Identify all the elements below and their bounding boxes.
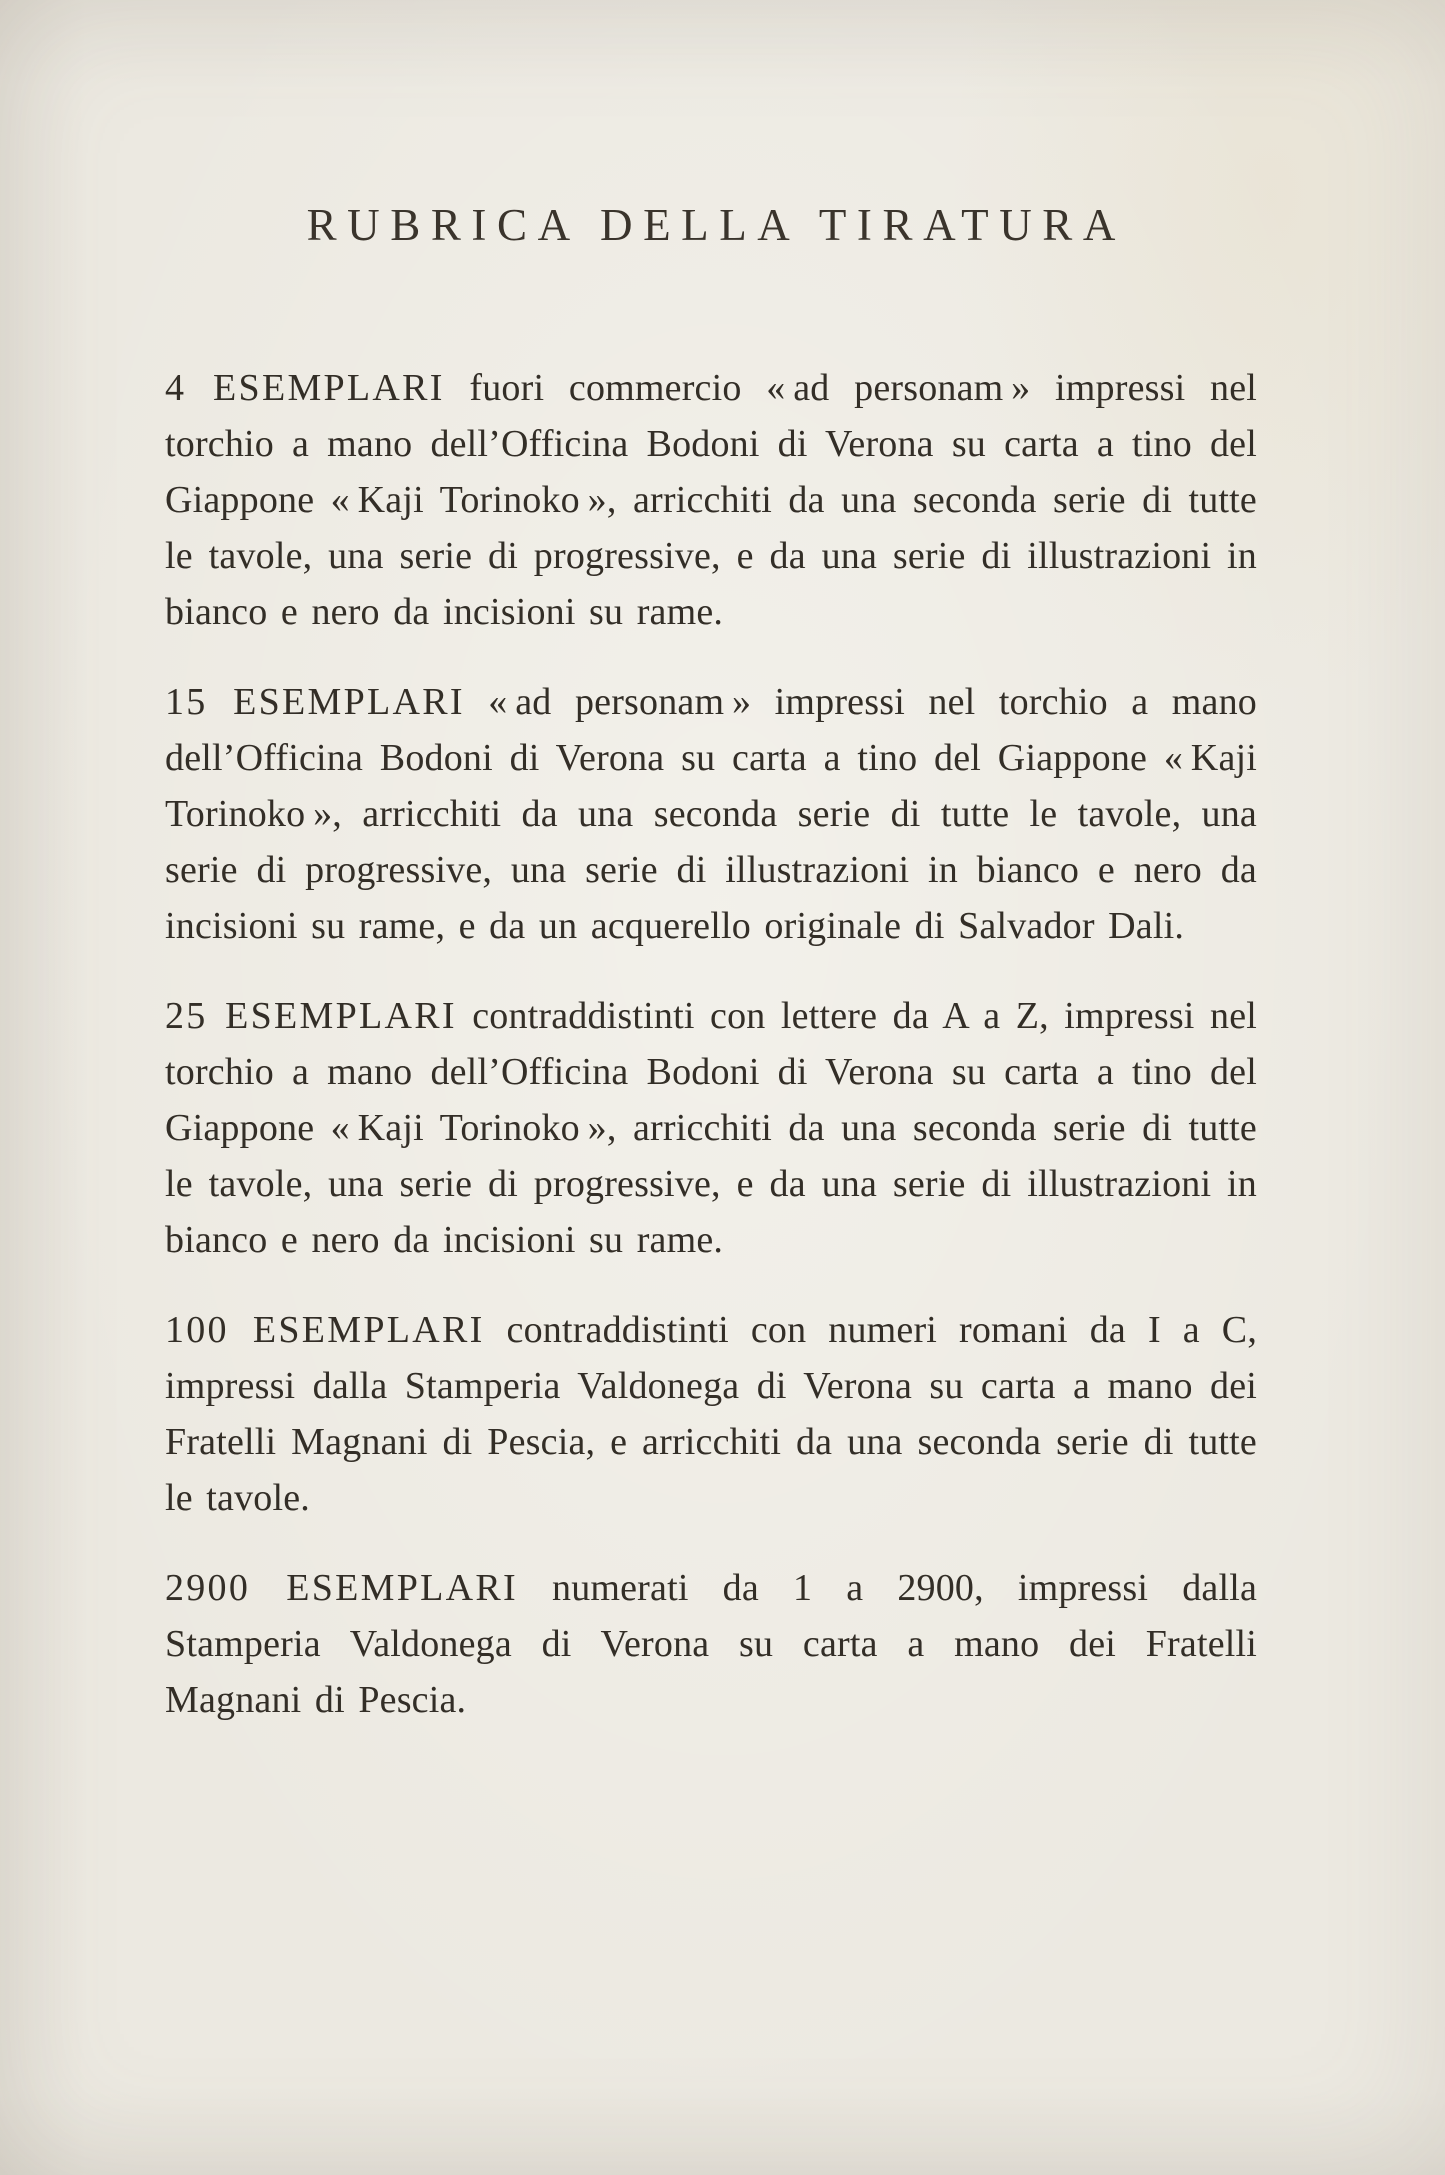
edition-count-lead: 100 ESEMPLARI bbox=[165, 1309, 485, 1351]
edition-count-lead: 25 ESEMPLARI bbox=[165, 995, 457, 1037]
colophon-paragraph-15-esemplari bbox=[165, 674, 1257, 954]
edition-count-lead: 2900 ESEMPLARI bbox=[165, 1567, 518, 1609]
colophon-paragraph-2900-esemplari bbox=[165, 1560, 1257, 1728]
edition-count-lead: 15 ESEMPLARI bbox=[165, 681, 465, 723]
colophon-paragraph-100-esemplari bbox=[165, 1302, 1257, 1526]
page-title: RUBRICA DELLA TIRATURA bbox=[306, 200, 1126, 250]
edition-count-lead: 4 ESEMPLARI bbox=[165, 367, 445, 409]
paragraph-text: numerati da 1 a 2900, impressi dalla Stamperia Valdonega di Verona su carta a mano dei Fratelli Magnani di Pescia. bbox=[165, 1567, 1257, 1721]
paragraph-text: contraddistinti con lettere da A a Z, impressi nel torchio a mano dell’Officina Bodoni di Verona su carta a tino del Giappone « Kaji Torinoko », arricchiti da una seconda serie di tutte le tavole, una serie di progressive, e da una serie di illustrazioni in bianco e nero da incisioni su rame. bbox=[165, 995, 1258, 1261]
paragraph-text: fuori commercio « ad personam » impressi nel torchio a mano dell’Officina Bodoni di Verona su carta a tino del Giappone « Kaji Torinoko », arricchiti da una seconda serie di tutte le tavole, una serie di progressive, e da una serie di illustrazioni in bianco e nero da incisioni su rame. bbox=[165, 367, 1258, 633]
colophon-paragraph-25-esemplari bbox=[165, 988, 1257, 1268]
paragraph-text: contraddistinti con numeri romani da I a C, impressi dalla Stamperia Valdonega di Verona su carta a mano dei Fratelli Magnani di Pescia, e arricchiti da una seconda serie di tutte le tavole. bbox=[165, 1309, 1258, 1519]
text-block bbox=[165, 198, 1257, 1728]
colophon bbox=[165, 360, 1257, 1728]
paragraph-text: « ad personam » impressi nel torchio a mano dell’Officina Bodoni di Verona su carta a tino del Giappone « Kaji Torinoko », arricchiti da una seconda serie di tutte le tavole, una serie di progressive, una serie di illustrazioni in bianco e nero da incisioni su rame, e da un acquerello originale di Salvador Dali. bbox=[165, 681, 1257, 947]
colophon-paragraph-4-esemplari bbox=[165, 360, 1257, 640]
